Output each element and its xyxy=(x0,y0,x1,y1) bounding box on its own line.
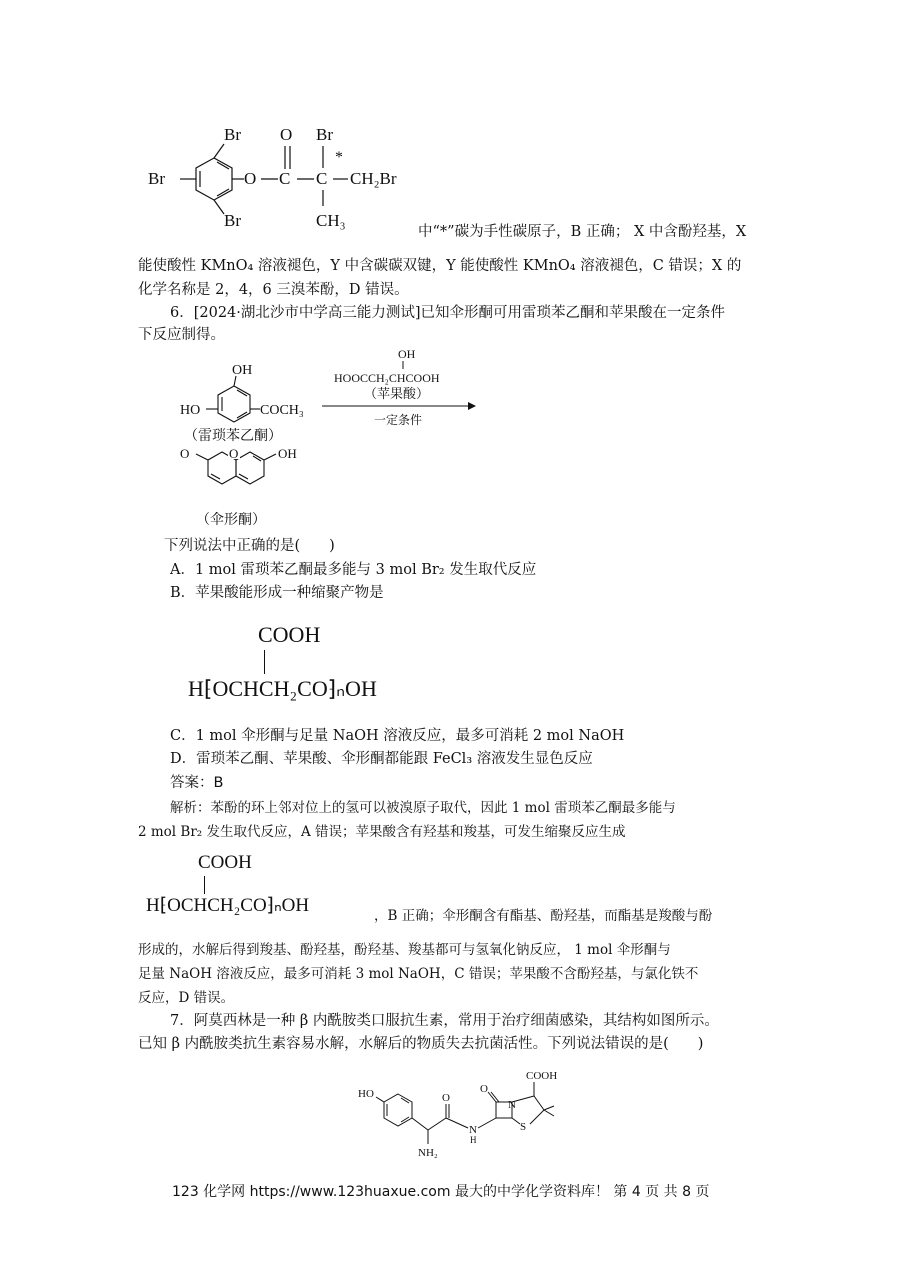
resacetophenone-name: （雷琐苯乙酮） xyxy=(184,429,282,444)
br-bottom-left: Br xyxy=(224,211,241,230)
option-d: D．雷琐苯乙酮、苹果酸、伞形酮都能跟 FeCl₃ 溶液发生显色反应 xyxy=(170,751,593,767)
question-6-line-1: 6．[2024·湖北沙市中学高三能力测试]已知伞形酮可用雷琐苯乙酮和苹果酸在一定条件 xyxy=(170,305,726,321)
amox-nh: N xyxy=(469,1124,477,1136)
ch3-group: CH₃ xyxy=(316,211,346,230)
page-footer: 123 化学网 https://www.123huaxue.com 最大的中学化学资料库！ 第 4 页 共 8 页 xyxy=(172,1184,710,1200)
amox-cooh: COOH xyxy=(526,1070,558,1082)
reaction-condition: 一定条件 xyxy=(374,413,423,427)
question-6-stem: 下列说法中正确的是( ) xyxy=(164,538,335,554)
reaction-scheme xyxy=(170,344,480,532)
amoxicillin-structure xyxy=(356,1066,578,1164)
br-top-right: Br xyxy=(316,125,333,144)
explanation-line-4: 形成的，水解后得到羧基、酚羟基，酚羟基、羧基都可与氢氧化钠反应， 1 mol 伞形酮与 xyxy=(138,942,671,958)
question-7-line-1: 7．阿莫西林是一种 β 内酰胺类口服抗生素，常用于治疗细菌感染，其结构如图所示。 xyxy=(170,1013,719,1029)
option-c: C．1 mol 伞形酮与足量 NaOH 溶液反应，最多可消耗 2 mol NaOH xyxy=(170,728,625,744)
br-left: Br xyxy=(148,169,165,188)
ketone-oxygen: O xyxy=(180,446,190,461)
explanation-line-3: ，B 正确；伞形酮含有酯基、酚羟基，而酯基是羧酸与酚 xyxy=(374,908,713,924)
explanation-line-1: 解析：苯酚的环上邻对位上的氢可以被溴原子取代，因此 1 mol 雷琐苯乙酮最多能与 xyxy=(170,800,676,816)
answer: 答案：B xyxy=(170,775,224,791)
umbelliferone-name: （伞形酮） xyxy=(196,513,266,528)
br-top-left: Br xyxy=(224,125,241,144)
ring-oxygen: O xyxy=(229,446,239,461)
umbelliferone-oh: OH xyxy=(278,446,297,461)
ether-oxygen: O xyxy=(244,169,257,188)
carbonyl-carbon: C xyxy=(279,169,291,188)
amox-nh2: NH₂ xyxy=(418,1147,438,1159)
amox-amide-o: O xyxy=(442,1092,450,1104)
chiral-carbon: C xyxy=(316,169,328,188)
malic-acid-name: （苹果酸） xyxy=(364,386,430,401)
intro-line-2: 能使酸性 KMnO₄ 溶液褪色，Y 中含碳碳双键，Y 能使酸性 KMnO₄ 溶液褪色，C 错误；X 的 xyxy=(138,258,742,274)
intro-line-3: 化学名称是 2，4，6 三溴苯酚，D 错误。 xyxy=(138,282,409,298)
polymer-formula-large xyxy=(188,622,468,712)
explanation-line-5: 足量 NaOH 溶液反应，最多可消耗 3 mol NaOH，C 错误；苹果酸不含酚羟基，与氯化铁不 xyxy=(138,966,699,982)
polymer-small-bond xyxy=(204,876,205,894)
polymer-formula-small xyxy=(146,852,376,922)
ch2br-group: CH₂Br xyxy=(350,169,397,188)
oh-top: OH xyxy=(232,363,253,378)
polymer-chain: H⁅OCHCH₂CO⁆ₙOH xyxy=(188,676,377,701)
explanation-line-6: 反应，D 错误。 xyxy=(138,990,235,1006)
chiral-star: * xyxy=(335,149,343,166)
explanation-line-2: 2 mol Br₂ 发生取代反应，A 错误；苹果酸含有羟基和羧基，可发生缩聚反应生成 xyxy=(138,824,626,840)
question-7-line-2: 已知 β 内酰胺类抗生素容易水解，水解后的物质失去抗菌活性。下列说法错误的是( ) xyxy=(138,1036,704,1052)
amox-ring-n: N xyxy=(508,1099,516,1111)
tribromophenyl-ester-structure xyxy=(140,118,440,236)
reagent-oh: OH xyxy=(398,347,416,361)
polymer-small-chain: H⁅OCHCH₂CO⁆ₙOH xyxy=(146,895,310,916)
ho-left: HO xyxy=(180,403,201,418)
polymer-cooh: COOH xyxy=(258,622,321,647)
question-6-line-2: 下反应制得。 xyxy=(138,327,225,343)
malic-acid-formula: HOOCCH₂CHCOOH xyxy=(334,371,440,385)
acetyl-group: COCH₃ xyxy=(260,403,304,418)
amox-s: S xyxy=(520,1121,527,1133)
option-b: B．苹果酸能形成一种缩聚产物是 xyxy=(170,585,384,601)
carbonyl-oxygen: O xyxy=(280,125,293,144)
polymer-bond xyxy=(264,650,265,674)
amox-ho: HO xyxy=(358,1088,374,1100)
amox-h: H xyxy=(470,1135,477,1145)
polymer-small-cooh: COOH xyxy=(198,852,252,873)
amox-lactam-o: O xyxy=(480,1083,488,1095)
intro-line-1: 中“*”碳为手性碳原子，B 正确； X 中含酚羟基，X xyxy=(418,224,747,240)
option-a: A．1 mol 雷琐苯乙酮最多能与 3 mol Br₂ 发生取代反应 xyxy=(170,562,537,578)
